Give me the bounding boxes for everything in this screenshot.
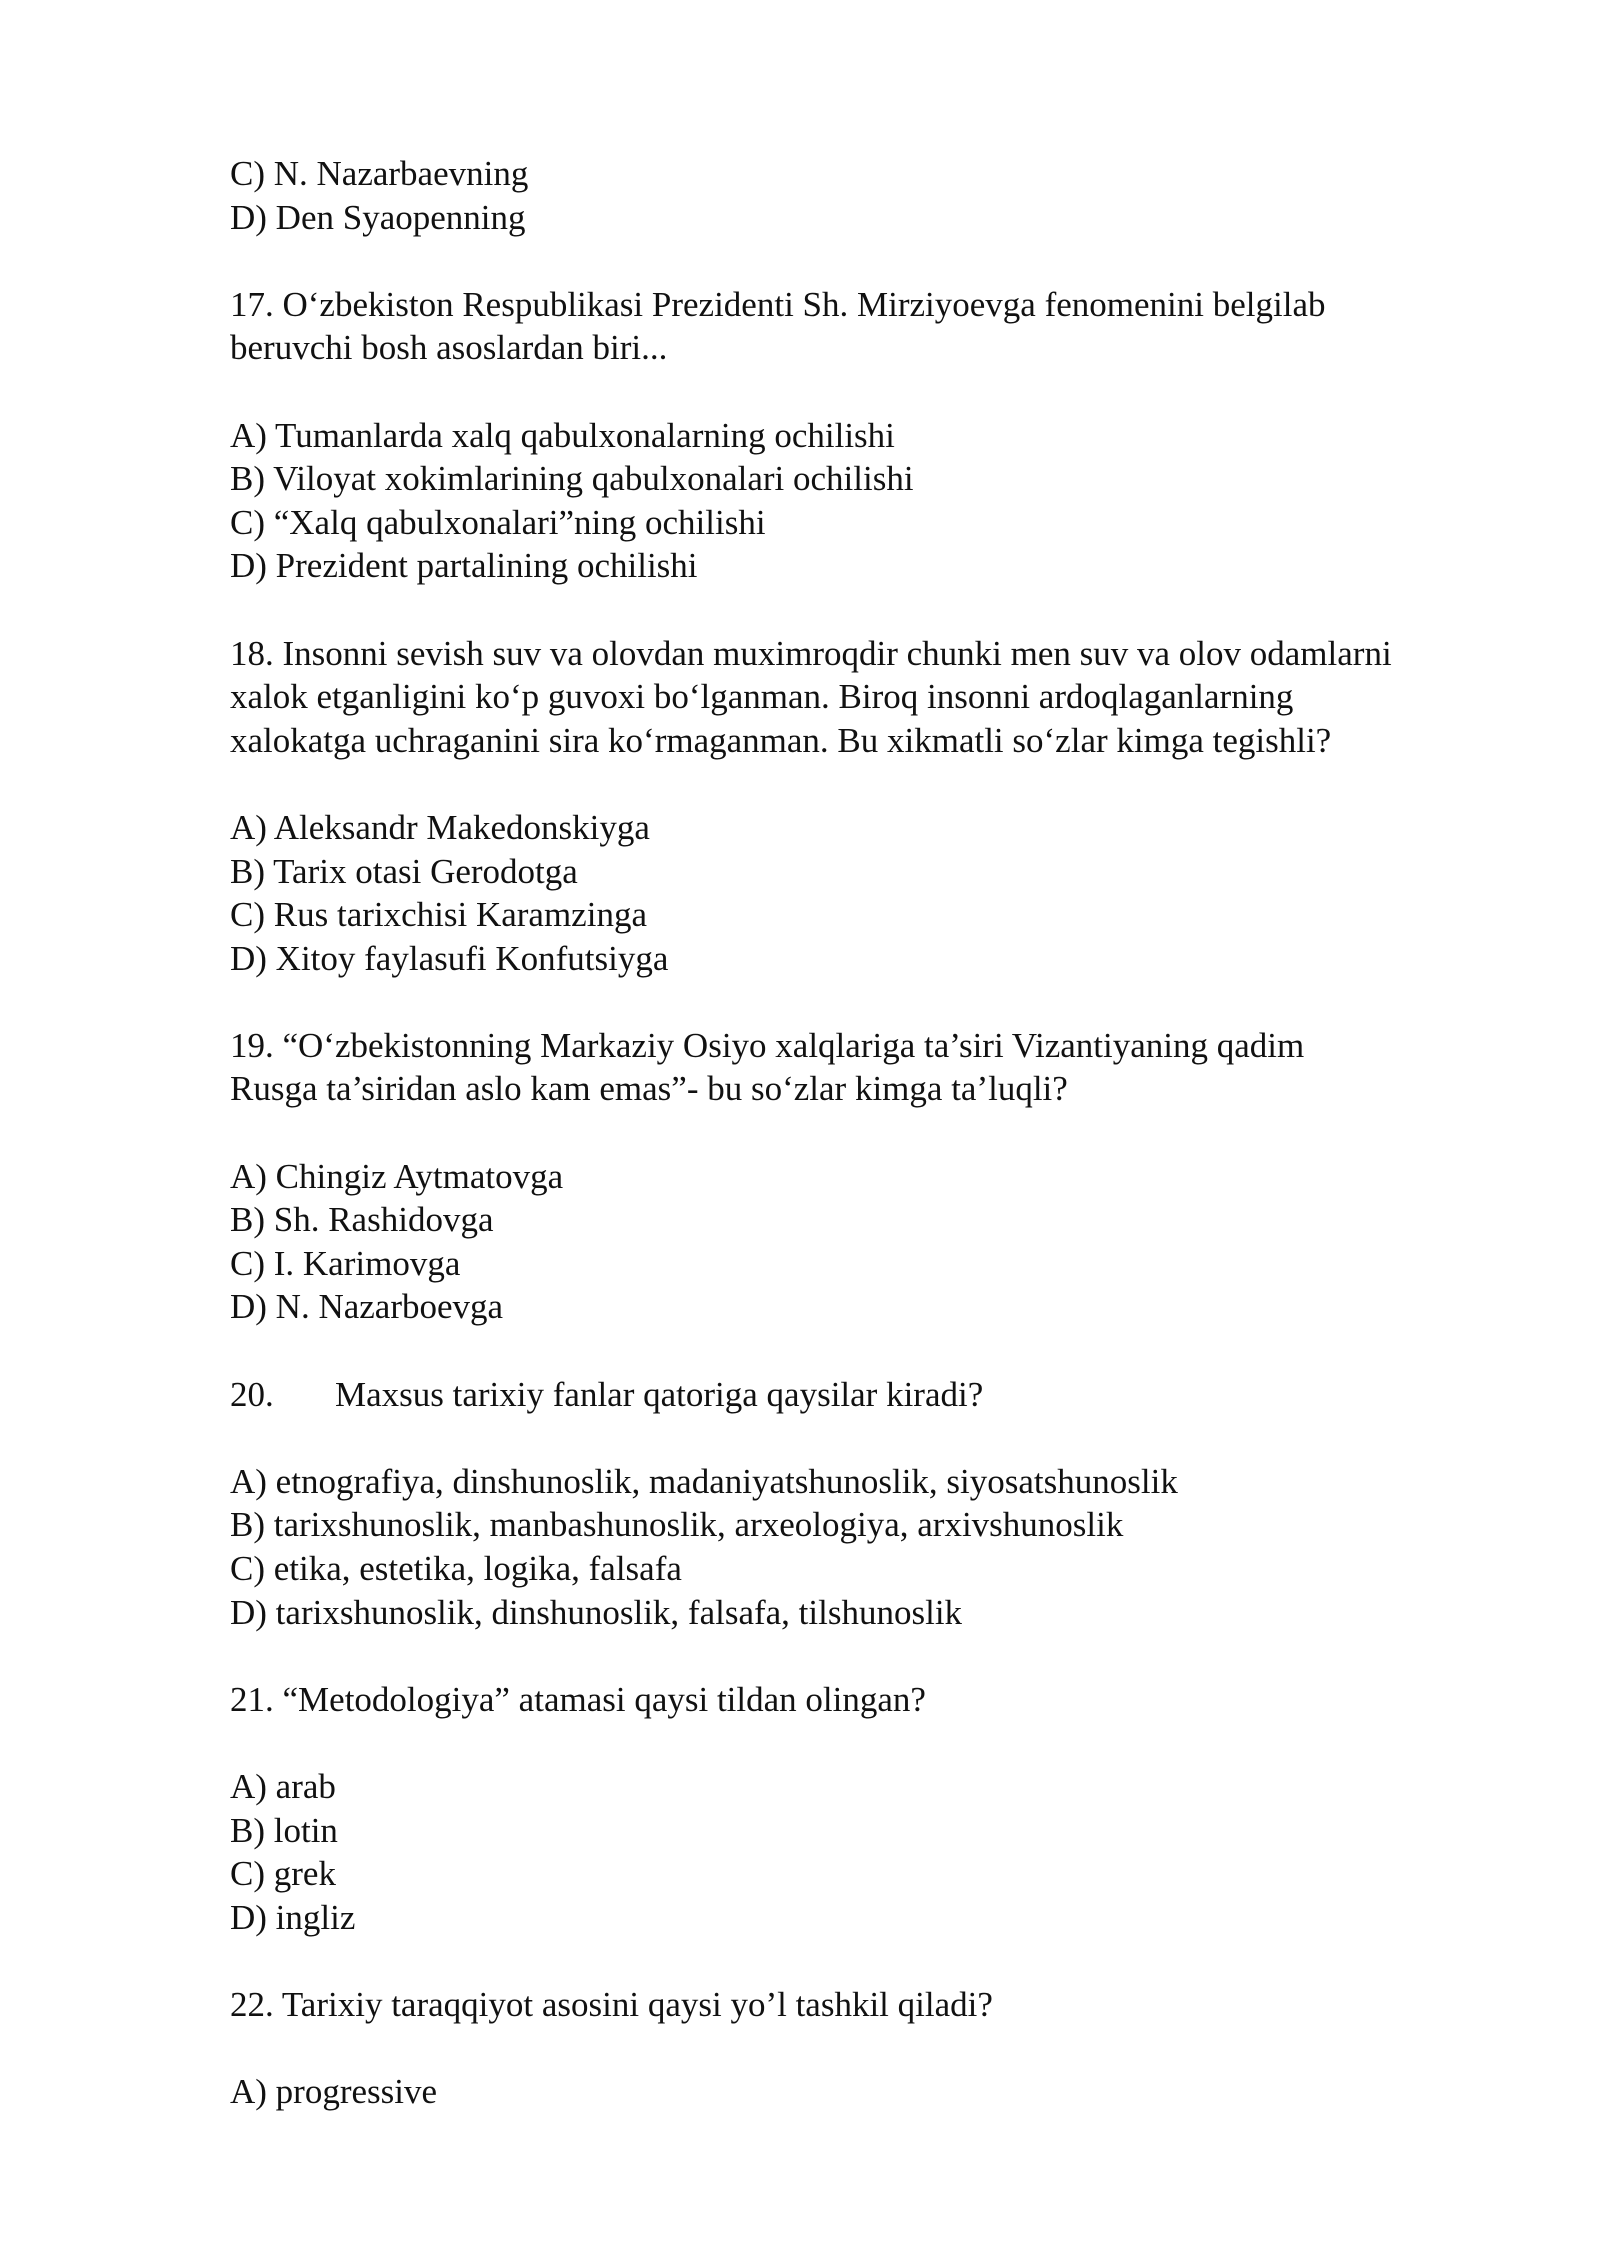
question-text: 18. Insonni sevish suv va olovdan muximroqdir chunki men suv va olov odamlarni	[230, 633, 1392, 673]
answer-option: B) Sh. Rashidovga	[230, 1200, 494, 1240]
spacer	[230, 1111, 1530, 1155]
spacer	[230, 1721, 1530, 1765]
answer-option: D) Den Syaopenning	[230, 197, 526, 237]
answer-option: C) Rus tarixchisi Karamzinga	[230, 895, 647, 935]
answer-option: D) N. Nazarboevga	[230, 1287, 504, 1327]
spacer	[230, 1634, 1530, 1678]
question-18	[230, 632, 1530, 981]
spacer	[230, 1416, 1530, 1460]
spacer	[230, 980, 1530, 1024]
question-text: 21. “Metodologiya” atamasi qaysi tildan olingan?	[230, 1679, 926, 1719]
spacer	[230, 2027, 1530, 2071]
answer-option: B) Viloyat xokimlarining qabulxonalari ochilishi	[230, 459, 914, 499]
answer-option: D) ingliz	[230, 1897, 356, 1937]
answer-option: A) progressive	[230, 2072, 438, 2112]
question-body: Maxsus tarixiy fanlar qatoriga qaysilar kiradi?	[335, 1374, 984, 1414]
spacer	[230, 588, 1530, 632]
spacer	[230, 1939, 1530, 1983]
spacer	[230, 1329, 1530, 1373]
question-text: 19. “O‘zbekistonning Markaziy Osiyo xalqlariga ta’siri Vizantiyaning qadim	[230, 1025, 1305, 1065]
question-text: beruvchi bosh asoslardan biri...	[230, 328, 668, 368]
spacer	[230, 370, 1530, 414]
document-body	[230, 152, 1530, 2114]
answer-option: A) Chingiz Aytmatovga	[230, 1156, 564, 1196]
question-text: xalok etganligini ko‘p guvoxi bo‘lganman. Biroq insonni ardoqlaganlarning	[230, 677, 1294, 717]
answer-option: B) lotin	[230, 1810, 338, 1850]
answer-option: C) etika, estetika, logika, falsafa	[230, 1549, 682, 1588]
answer-option: A) arab	[230, 1766, 336, 1806]
question-number: 20.	[230, 1374, 274, 1414]
answer-option: C) grek	[230, 1854, 336, 1894]
question-22	[230, 1983, 1530, 2114]
answer-option: D) Prezident partalining ochilishi	[230, 546, 698, 586]
answer-option: A) etnografiya, dinshunoslik, madaniyatshunoslik, siyosatshunoslik	[230, 1461, 1178, 1501]
question-text: 22. Tarixiy taraqqiyot asosini qaysi yo’l tashkil qiladi?	[230, 1984, 993, 2024]
question-text: 17. O‘zbekiston Respublikasi Prezidenti Sh. Mirziyoevga fenomenini belgilab	[230, 284, 1326, 324]
question-text: Rusga ta’siridan aslo kam emas”- bu so‘zlar kimga ta’luqli?	[230, 1069, 1068, 1109]
spacer	[230, 239, 1530, 283]
question-19	[230, 1024, 1530, 1329]
answer-option: D) Xitoy faylasufi Konfutsiyga	[230, 938, 669, 978]
answer-option: C) N. Nazarbaevning	[230, 154, 529, 193]
spacer	[230, 762, 1530, 806]
answer-option: C) I. Karimovga	[230, 1243, 461, 1283]
question-21	[230, 1678, 1530, 1940]
question-17	[230, 283, 1530, 588]
question-20	[230, 1373, 1530, 1635]
answer-option: A) Tumanlarda xalq qabulxonalarning ochilishi	[230, 415, 895, 455]
answer-option: C) “Xalq qabulxonalari”ning ochilishi	[230, 502, 766, 542]
question-text	[230, 1373, 1530, 1417]
answer-option: B) Tarix otasi Gerodotga	[230, 851, 578, 891]
answer-option: D) tarixshunoslik, dinshunoslik, falsafa, tilshunoslik	[230, 1592, 963, 1632]
answer-option: A) Aleksandr Makedonskiyga	[230, 807, 650, 847]
question-text: xalokatga uchraganini sira ko‘rmaganman. Bu xikmatli so‘zlar kimga tegishli?	[230, 720, 1332, 760]
answer-option: B) tarixshunoslik, manbashunoslik, arxeologiya, arxivshunoslik	[230, 1505, 1124, 1545]
